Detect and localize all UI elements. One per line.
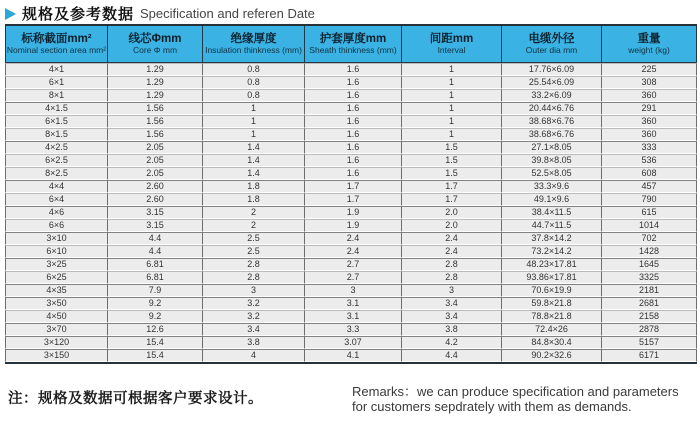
cell: 702 [602, 232, 697, 245]
cell: 2.05 [108, 141, 203, 154]
cell: 1 [402, 89, 502, 102]
table-header [5, 26, 697, 63]
header-weight [602, 26, 697, 63]
cell: 9.2 [108, 297, 203, 310]
cell: 6.81 [108, 271, 203, 284]
spec-table-wrap [5, 24, 697, 364]
cell: 20.44×6.76 [502, 102, 602, 115]
cell: 2.7 [305, 271, 402, 284]
cell: 4×1 [5, 63, 108, 76]
cell: 17.76×6.09 [502, 63, 602, 76]
cell: 6×2.5 [5, 154, 108, 167]
header-row [5, 26, 697, 63]
cell: 4.1 [305, 349, 402, 362]
cell: 6×4 [5, 193, 108, 206]
cell: 2.7 [305, 258, 402, 271]
cell: 1.9 [305, 206, 402, 219]
cell: 3.07 [305, 336, 402, 349]
cell: 33.3×9.6 [502, 180, 602, 193]
cell: 2.60 [108, 193, 203, 206]
cell: 4 [203, 349, 305, 362]
cell: 333 [602, 141, 697, 154]
cell: 1.5 [402, 167, 502, 180]
header-insulation-thickness [203, 26, 305, 63]
cell: 0.8 [203, 89, 305, 102]
cell: 360 [602, 128, 697, 141]
cell: 360 [602, 115, 697, 128]
cell: 3.8 [402, 323, 502, 336]
header-cn: 重量 [637, 32, 661, 45]
cell: 1014 [602, 219, 697, 232]
cell: 457 [602, 180, 697, 193]
footnote-cn: 注：规格及数据可根据客户要求设计。 [8, 391, 263, 407]
cell: 37.8×14.2 [502, 232, 602, 245]
cell: 360 [602, 89, 697, 102]
cell: 72.4×26 [502, 323, 602, 336]
header-cn: 线芯Φmm [128, 32, 182, 45]
cell: 2158 [602, 310, 697, 323]
cell: 78.8×21.8 [502, 310, 602, 323]
cell: 93.86×17.81 [502, 271, 602, 284]
table-row [5, 154, 697, 167]
cell: 12.6 [108, 323, 203, 336]
section-title-en: Specification and referen Date [140, 6, 315, 21]
header-interval [402, 26, 502, 63]
footnote-remarks-en: Remarks：we can produce specification and parameters for customers sepdrately with them as demands. [352, 384, 679, 415]
header-nominal-section [5, 26, 108, 63]
cell: 1.6 [305, 102, 402, 115]
cell: 25.54×6.09 [502, 76, 602, 89]
table-row [5, 219, 697, 232]
table-row [5, 232, 697, 245]
cell: 6×1.5 [5, 115, 108, 128]
cell: 1.9 [305, 219, 402, 232]
table-body [5, 63, 697, 362]
cell: 225 [602, 63, 697, 76]
cell: 15.4 [108, 349, 203, 362]
cell: 2878 [602, 323, 697, 336]
cell: 2.5 [203, 245, 305, 258]
cell: 1.8 [203, 193, 305, 206]
cell: 3325 [602, 271, 697, 284]
cell: 1 [203, 102, 305, 115]
cell: 536 [602, 154, 697, 167]
cell: 2.8 [402, 258, 502, 271]
cell: 3×150 [5, 349, 108, 362]
header-cn: 绝缘厚度 [230, 32, 277, 45]
cell: 3.4 [402, 297, 502, 310]
cell: 790 [602, 193, 697, 206]
cell: 1.6 [305, 167, 402, 180]
cell: 8×2.5 [5, 167, 108, 180]
cell: 90.2×32.6 [502, 349, 602, 362]
cell: 6×10 [5, 245, 108, 258]
cell: 1.4 [203, 167, 305, 180]
cell: 1.29 [108, 89, 203, 102]
cell: 2.4 [402, 232, 502, 245]
cell: 308 [602, 76, 697, 89]
cell: 49.1×9.6 [502, 193, 602, 206]
cell: 0.8 [203, 76, 305, 89]
cell: 4×50 [5, 310, 108, 323]
cell: 615 [602, 206, 697, 219]
table-row [5, 63, 697, 76]
table-row [5, 102, 697, 115]
cell: 44.7×11.5 [502, 219, 602, 232]
table-row [5, 297, 697, 310]
cell: 2.0 [402, 219, 502, 232]
cell: 1645 [602, 258, 697, 271]
cell: 3 [203, 284, 305, 297]
cell: 3.2 [203, 297, 305, 310]
cell: 608 [602, 167, 697, 180]
cell: 2.8 [203, 258, 305, 271]
cell: 1 [402, 63, 502, 76]
cell: 4×2.5 [5, 141, 108, 154]
header-cn: 间距mm [429, 32, 474, 45]
table-row [5, 76, 697, 89]
cell: 1.56 [108, 128, 203, 141]
cell: 1 [402, 76, 502, 89]
cell: 0.8 [203, 63, 305, 76]
cell: 2681 [602, 297, 697, 310]
cell: 3×50 [5, 297, 108, 310]
header-en: Sheath thinkness (mm) [309, 45, 397, 56]
table-row [5, 271, 697, 284]
cell: 1.56 [108, 115, 203, 128]
table-row [5, 336, 697, 349]
cell: 48.23×17.81 [502, 258, 602, 271]
cell: 38.68×6.76 [502, 115, 602, 128]
header-en: Core Φ mm [132, 45, 178, 56]
cell: 2.0 [402, 206, 502, 219]
cell: 1.29 [108, 63, 203, 76]
cell: 3×10 [5, 232, 108, 245]
header-cn: 标称截面mm² [21, 32, 92, 45]
cell: 2.4 [305, 232, 402, 245]
cell: 6×6 [5, 219, 108, 232]
section-title-cn: 规格及参考数据 [22, 6, 135, 23]
cell: 1.7 [402, 180, 502, 193]
cell: 9.2 [108, 310, 203, 323]
table-row [5, 128, 697, 141]
cell: 8×1 [5, 89, 108, 102]
cell: 6.81 [108, 258, 203, 271]
cell: 1 [203, 128, 305, 141]
cell: 1.6 [305, 154, 402, 167]
cell: 1.4 [203, 154, 305, 167]
cell: 1.6 [305, 141, 402, 154]
section-title [0, 0, 700, 24]
cell: 1.7 [402, 193, 502, 206]
cell: 27.1×8.05 [502, 141, 602, 154]
table-row [5, 323, 697, 336]
cell: 1428 [602, 245, 697, 258]
cell: 3×120 [5, 336, 108, 349]
cell: 52.5×8.05 [502, 167, 602, 180]
cell: 2.4 [402, 245, 502, 258]
cell: 1 [203, 115, 305, 128]
cell: 4×6 [5, 206, 108, 219]
cell: 2.60 [108, 180, 203, 193]
cell: 291 [602, 102, 697, 115]
cell: 2.5 [203, 232, 305, 245]
cell: 3.4 [402, 310, 502, 323]
spec-table [5, 26, 697, 362]
cell: 1 [402, 115, 502, 128]
header-en: Interval [437, 45, 466, 56]
cell: 2181 [602, 284, 697, 297]
table-row [5, 284, 697, 297]
cell: 2.4 [305, 245, 402, 258]
table-row [5, 180, 697, 193]
cell: 4×4 [5, 180, 108, 193]
cell: 4.4 [108, 245, 203, 258]
table-row [5, 206, 697, 219]
cell: 2.05 [108, 154, 203, 167]
cell: 4.4 [108, 232, 203, 245]
cell: 3.15 [108, 219, 203, 232]
cell: 15.4 [108, 336, 203, 349]
cell: 2.8 [402, 271, 502, 284]
cell: 3×25 [5, 258, 108, 271]
cell: 1.4 [203, 141, 305, 154]
cell: 6×1 [5, 76, 108, 89]
cell: 1.5 [402, 154, 502, 167]
cell: 2.8 [203, 271, 305, 284]
cell: 4×1.5 [5, 102, 108, 115]
cell: 3 [305, 284, 402, 297]
cell: 4×35 [5, 284, 108, 297]
header-en: weight (kg) [628, 45, 670, 56]
header-outer-diameter [502, 26, 602, 63]
cell: 2 [203, 219, 305, 232]
table-row [5, 349, 697, 362]
cell: 1.6 [305, 128, 402, 141]
table-row [5, 193, 697, 206]
cell: 4.4 [402, 349, 502, 362]
cell: 1.5 [402, 141, 502, 154]
arrow-right-icon [5, 8, 16, 20]
cell: 3 [402, 284, 502, 297]
cell: 3.2 [203, 310, 305, 323]
cell: 1 [402, 128, 502, 141]
cell: 3.1 [305, 310, 402, 323]
header-cn: 电缆外径 [528, 32, 575, 45]
cell: 2 [203, 206, 305, 219]
cell: 3.3 [305, 323, 402, 336]
cell: 3.15 [108, 206, 203, 219]
cell: 1.8 [203, 180, 305, 193]
cell: 3.4 [203, 323, 305, 336]
cell: 59.8×21.8 [502, 297, 602, 310]
cell: 1.6 [305, 63, 402, 76]
header-core-diameter [108, 26, 203, 63]
header-en: Outer dia mm [525, 45, 578, 56]
table-row [5, 89, 697, 102]
table-row [5, 141, 697, 154]
cell: 8×1.5 [5, 128, 108, 141]
cell: 3.1 [305, 297, 402, 310]
cell: 4.2 [402, 336, 502, 349]
cell: 1.6 [305, 115, 402, 128]
cell: 5157 [602, 336, 697, 349]
cell: 70.6×19.9 [502, 284, 602, 297]
cell: 1 [402, 102, 502, 115]
table-row [5, 245, 697, 258]
cell: 38.68×6.76 [502, 128, 602, 141]
cell: 1.7 [305, 193, 402, 206]
cell: 33.2×6.09 [502, 89, 602, 102]
cell: 1.6 [305, 76, 402, 89]
cell: 2.05 [108, 167, 203, 180]
header-en: Insulation thinkness (mm) [205, 45, 302, 56]
cell: 73.2×14.2 [502, 245, 602, 258]
table-row [5, 167, 697, 180]
cell: 38.4×11.5 [502, 206, 602, 219]
cell: 1.56 [108, 102, 203, 115]
cell: 84.8×30.4 [502, 336, 602, 349]
table-row [5, 258, 697, 271]
header-en: Nominal section area mm² [6, 45, 107, 56]
cell: 39.8×8.05 [502, 154, 602, 167]
table-row [5, 115, 697, 128]
cell: 6171 [602, 349, 697, 362]
cell: 1.6 [305, 89, 402, 102]
cell: 7.9 [108, 284, 203, 297]
cell: 1.7 [305, 180, 402, 193]
header-cn: 护套厚度mm [319, 32, 387, 45]
cell: 1.29 [108, 76, 203, 89]
table-row [5, 310, 697, 323]
header-sheath-thickness [305, 26, 402, 63]
cell: 3×70 [5, 323, 108, 336]
cell: 6×25 [5, 271, 108, 284]
cell: 3.8 [203, 336, 305, 349]
